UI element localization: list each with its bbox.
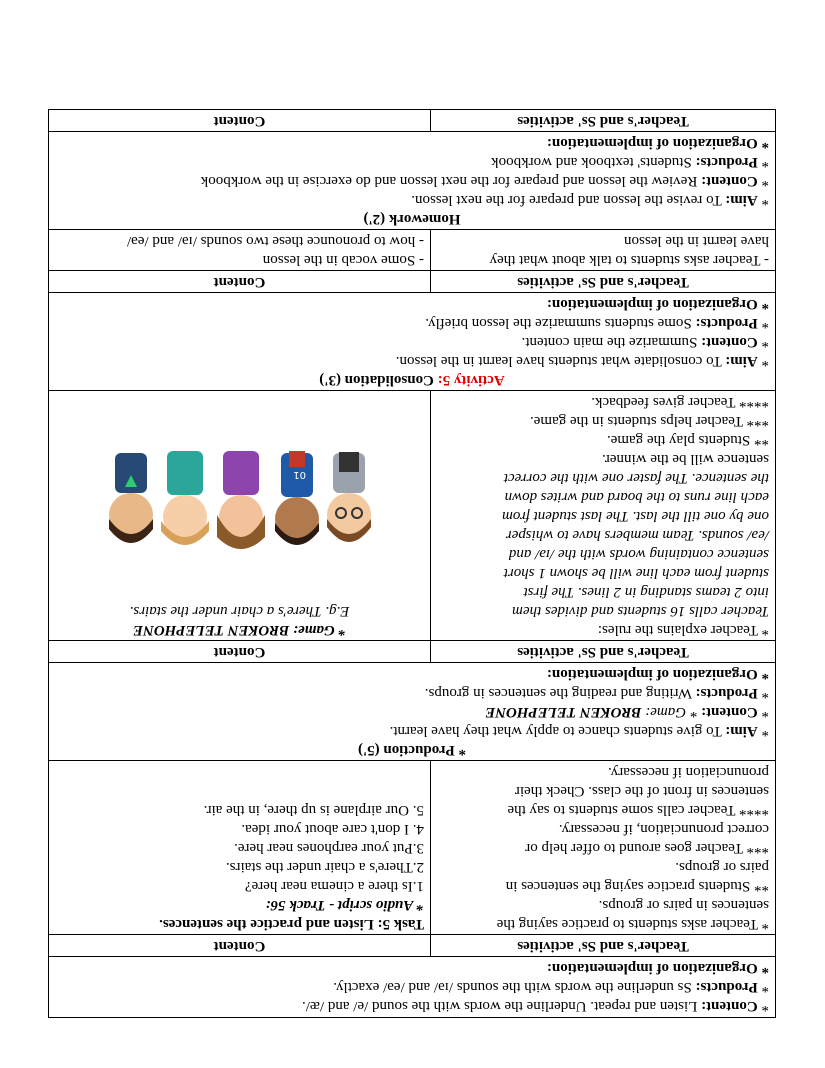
- homework-aim: * Aim: To revise the lesson and prepare for the next lesson.: [411, 192, 769, 208]
- header-content: Content: [213, 274, 266, 290]
- game-activities: * Teacher explains the rules: Teacher calls 16 students and divides them into 2 teams standing in 2 lines. The first student from each line will be shown 1 short sentence containing words with the /ɪə/ and /eə/ sounds. Team members have to whisper one by one till the last. The last student from each line runs to the board and writes down the sentence. The faster one with the correct sentence will be the winner. ** Students play the game. *** Teacher helps students in the game. **** Teacher gives feedback.: [430, 391, 775, 640]
- production-content: * Content: * Game: BROKEN TELEPHONE: [485, 704, 769, 720]
- header-activities: Teacher's and Ss' activities: [430, 641, 775, 662]
- game-row: [48, 390, 776, 640]
- task5-content: Task 5: Listen and practice the sentences. * Audio script - Track 56: 1.Is there a cinema near here? 2.There's a chair under the stairs. 3.Put your earphones near here. 4. I don't care about your idea. 5. Our airplane is up there, in the air.: [49, 761, 430, 934]
- production-aim: * Aim: To give students chance to apply what they have learnt.: [389, 723, 769, 739]
- consolidation-info-row: [48, 292, 776, 390]
- header-activities: Teacher's and Ss' activities: [430, 271, 775, 292]
- audio-script-label: * Audio script - Track 56:: [265, 897, 424, 913]
- game-example: E.g. There's a chair under the stairs.: [129, 603, 350, 619]
- organization-label: * Organization of implementation:: [546, 296, 769, 312]
- table-header-row: [48, 270, 776, 292]
- organization-label: * Organization of implementation:: [546, 135, 769, 151]
- kid-3: [218, 451, 266, 549]
- kid-5: [110, 453, 154, 543]
- organization-label: * Organization of implementation:: [546, 960, 769, 976]
- table-header-row: [48, 640, 776, 662]
- header-content: Content: [213, 113, 266, 129]
- svg-text:01: 01: [293, 469, 307, 480]
- kid-1: [328, 452, 372, 542]
- task5-title: Task 5: Listen and practice the sentences.: [159, 916, 424, 932]
- homework-title: Homework (2'): [363, 211, 461, 227]
- consolidation-row: [48, 229, 776, 270]
- game-title: * Game: BROKEN TELEPHONE: [133, 622, 346, 638]
- production-info-row: [48, 662, 776, 760]
- products-line: * Products: Ss underline the words with the sounds /ɪə/ and /eə/ exactly.: [333, 979, 769, 995]
- homework-info-row: [48, 131, 776, 229]
- task5-row: [48, 760, 776, 934]
- kid-4: [162, 451, 210, 545]
- practice-info-row: [48, 956, 776, 1018]
- cartoon-kids-image: [100, 447, 380, 567]
- activity5-aim: * Aim: To consolidate what students have learnt in the lesson.: [395, 353, 769, 369]
- header-content: Content: [213, 938, 266, 954]
- lesson-plan-document: [48, 109, 776, 1018]
- table-header-row: [48, 934, 776, 956]
- consolidation-activities: - Teacher asks students to talk about what they have learnt in the lesson: [430, 230, 775, 270]
- organization-label: * Organization of implementation:: [546, 666, 769, 682]
- task5-activities: * Teacher asks students to practice saying the sentences in pairs or groups. ** Students practice saying the sentences in pairs or groups. *** Teacher goes around to offer help or correct pronunciation, if necessary. **** Teacher calls some students to say the sentences in front of the class. Check their pronunciation if necessary.: [430, 761, 775, 934]
- activity5-content: * Content: Summarize the main content.: [521, 334, 769, 350]
- homework-content: * Content: Review the lesson and prepare for the next lesson and do exercise in the workbook: [200, 173, 769, 189]
- activity5-products: * Products: Some students summarize the lesson briefly.: [425, 315, 769, 331]
- production-title: * Production (5'): [357, 742, 467, 758]
- header-activities: Teacher's and Ss' activities: [430, 110, 775, 131]
- activity5-title: Activity 5: Consolidation (3'): [319, 372, 505, 388]
- consolidation-content: - Some vocab in the lesson - how to pronounce these two sounds /ɪə/ and /eə/: [126, 233, 424, 268]
- kid-2: [276, 451, 320, 545]
- homework-products: * Products: Students' textbook and workbook: [491, 154, 769, 170]
- production-products: * Products: Writing and reading the sentences in groups.: [424, 685, 769, 701]
- content-line: * Content: Listen and repeat. Underline the words with the sound /e/ and /æ/.: [302, 998, 769, 1014]
- header-activities: Teacher's and Ss' activities: [430, 935, 775, 956]
- game-content: [49, 391, 430, 640]
- table-header-row: [48, 109, 776, 131]
- header-content: Content: [213, 644, 266, 660]
